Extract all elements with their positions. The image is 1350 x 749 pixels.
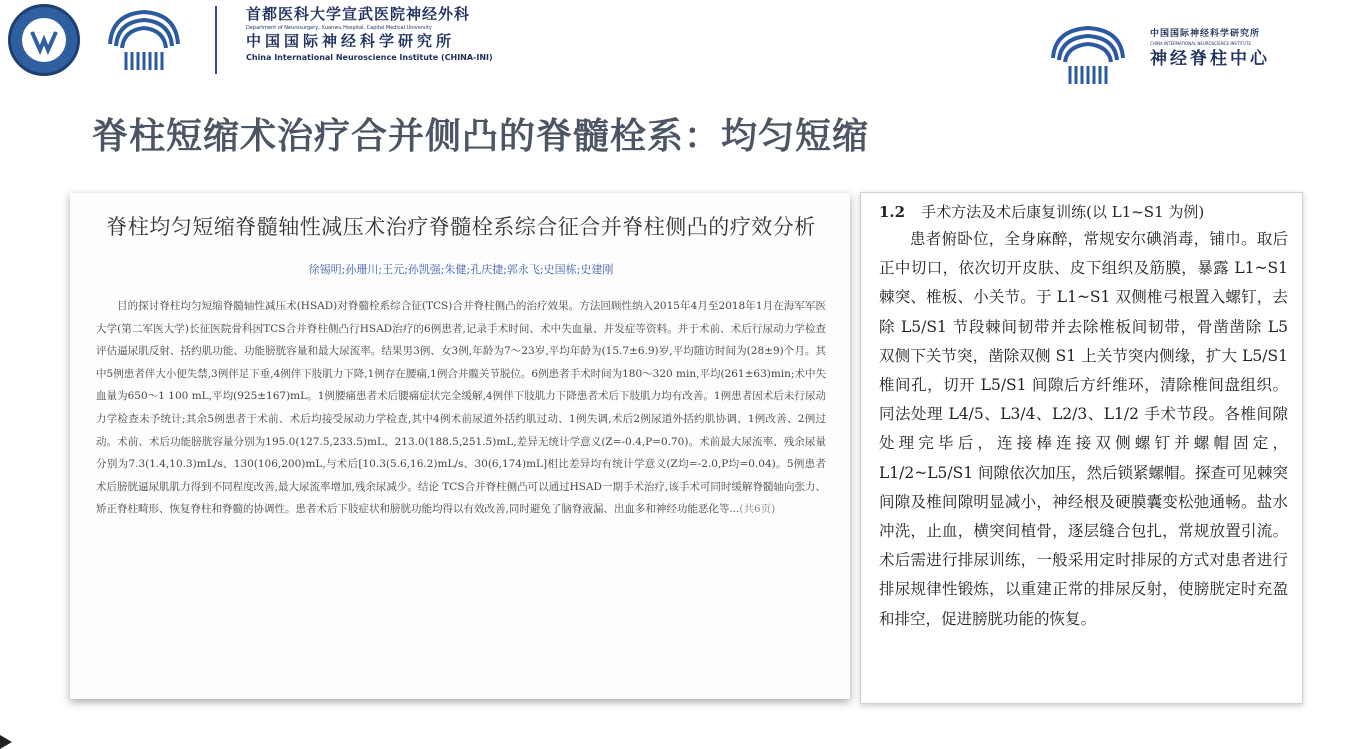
seal-emblem-icon <box>24 20 64 60</box>
spine-center-institute: 中国国际神经科学研究所 <box>1150 29 1261 39</box>
methods-excerpt-card <box>860 192 1303 704</box>
header-divider <box>215 6 217 74</box>
spine-center-title: 神经脊柱中心 <box>1150 49 1270 70</box>
page-count: (共6页) <box>739 503 776 516</box>
paper-authors[interactable]: 徐锡明;孙珊川;王元;孙凯强;朱健;孔庆捷;郭永飞;史国栋;史建刚 <box>308 263 614 276</box>
spine-center-brain-logo-icon <box>1045 22 1131 88</box>
spine-center-name-block <box>1150 30 1270 69</box>
play-icon[interactable] <box>0 735 14 749</box>
org-name-institute: 中国国际神经科学研究所 <box>246 32 456 50</box>
university-seal-logo <box>8 4 80 76</box>
spine-center-institute-en: CHINA INTERNATIONAL NEUROSCIENCE INSTITUTE <box>1150 40 1251 46</box>
slide-title: 脊柱短缩术治疗合并侧凸的脊髓栓系：均匀短缩 <box>92 116 870 157</box>
slide-header <box>0 0 1350 95</box>
org-name-hospital-en: Department of Neurosurgery, Xuanwu Hospital, Capital Medical University <box>246 24 432 31</box>
section-body: 患者俯卧位，全身麻醉，常规安尔碘消毒，铺巾。取后正中切口，依次切开皮肤、皮下组织及筋膜，暴露 L1~S1 棘突、椎板、小关节。于 L1~S1 双侧椎弓根置入螺钉，去除 L5/S1 节段棘间韧带并去除椎板间韧带，骨凿凿除 L5 双侧下关节突，凿除双侧 S1 上关节突内侧缘，扩大 L5/S1 椎间孔，切开 L5/S1 间隙后方纤维环，清除椎间盘组织。同法处理 L4/5、L3/4、L2/3、L1/2 手术节段。各椎间隙处理完毕后，连接棒连接双侧螺钉并螺帽固定，L1/2~L5/S1 间隙依次加压，然后锁紧螺帽。探查可见棘突间隙及椎间隙明显减小，神经根及硬膜囊变松弛通畅。盐水冲洗，止血，横突间植骨，逐层缝合包扎，常规放置引流。术后需进行排尿训练，一般采用定时排尿的方式对患者进行排尿规律性锻炼，以重建正常的排尿反射，使膀胱定时充盈和排空，促进膀胱功能的恢复。 <box>879 230 1289 628</box>
section-title: 手术方法及术后康复训练(以 L1~S1 为例) <box>921 203 1205 221</box>
section-number: 1.2 <box>879 203 906 221</box>
org-name-hospital: 首都医科大学宣武医院神经外科 <box>246 5 471 23</box>
seal-center <box>22 18 66 62</box>
paper-abstract <box>94 295 828 521</box>
paper-abstract-card <box>70 193 850 699</box>
org-name-block <box>246 6 493 62</box>
paper-abstract-text: 目的探讨脊柱均匀短缩脊髓轴性减压术(HSAD)对脊髓栓系综合征(TCS)合并脊柱侧凸的治疗效果。方法回顾性纳入2015年4月至2018年1月在海军军医大学(第二军医大学)长征医院骨科因TCS合并脊柱侧凸行HSAD治疗的6例患者,记录手术时间、术中失血量、并发症等资料。并于术前、术后行尿动力学检查评估逼尿肌反射、括约肌功能、功能膀胱容量和最大尿流率。结果男3例、女3例,年龄为7～23岁,平均年龄为(15.7±6.9)岁,平均随访时间为(28±9)个月。其中5例患者伴大小便失禁,3例伴足下垂,4例伴下肢肌力下降,1例存在腰痛,1例合并髋关节脱位。6例患者手术时间为180～320 min,平均(261±63)min;术中失血量为650～1 100 mL,平均(925±167)mL。1例腰痛患者术后腰痛症状完全缓解,4例伴下肢肌力下降患者术后下肢肌力均有改善。1例患者因术后未行尿动力学检查未予统计;其余5例患者于术前、术后均接受尿动力学检查,其中4例术前尿道外括约肌过动、1例失调,术后2例尿道外括约肌协调、1例改善、2例过动。术前、术后功能膀胱容量分别为195.0(127.5,233.5)mL、213.0(188.5,251.5)mL,差异无统计学意义(Z=-0.4,P=0.70)。术前最大尿流率、残余尿量分别为7.3(1.4,10.3)mL/s、130(106,200)mL,与术后[10.3(5.6,16.2)mL/s、30(6,174)mL]相比差异均有统计学意义(Z均=-2.0,P均=0.04)。5例患者术后膀胱逼尿肌肌力得到不同程度改善,最大尿流率增加,残余尿减少。结论 TCS合并脊柱侧凸可以通过HSAD一期手术治疗,该手术可同时缓解脊髓轴向张力、矫正脊柱畸形、恢复脊柱和脊髓的协调性。患者术后下肢症状和膀胱功能均得以有效改善,同时避免了脑脊液漏、出血多和神经功能恶化等... <box>96 300 826 516</box>
section-heading <box>879 201 1288 223</box>
hospital-brain-logo-icon <box>102 4 186 74</box>
org-name-institute-en: China International Neuroscience Institute (CHINA-INI) <box>246 52 493 62</box>
paper-title: 脊柱均匀短缩脊髓轴性减压术治疗脊髓栓系综合征合并脊柱侧凸的疗效分析 <box>106 215 816 239</box>
